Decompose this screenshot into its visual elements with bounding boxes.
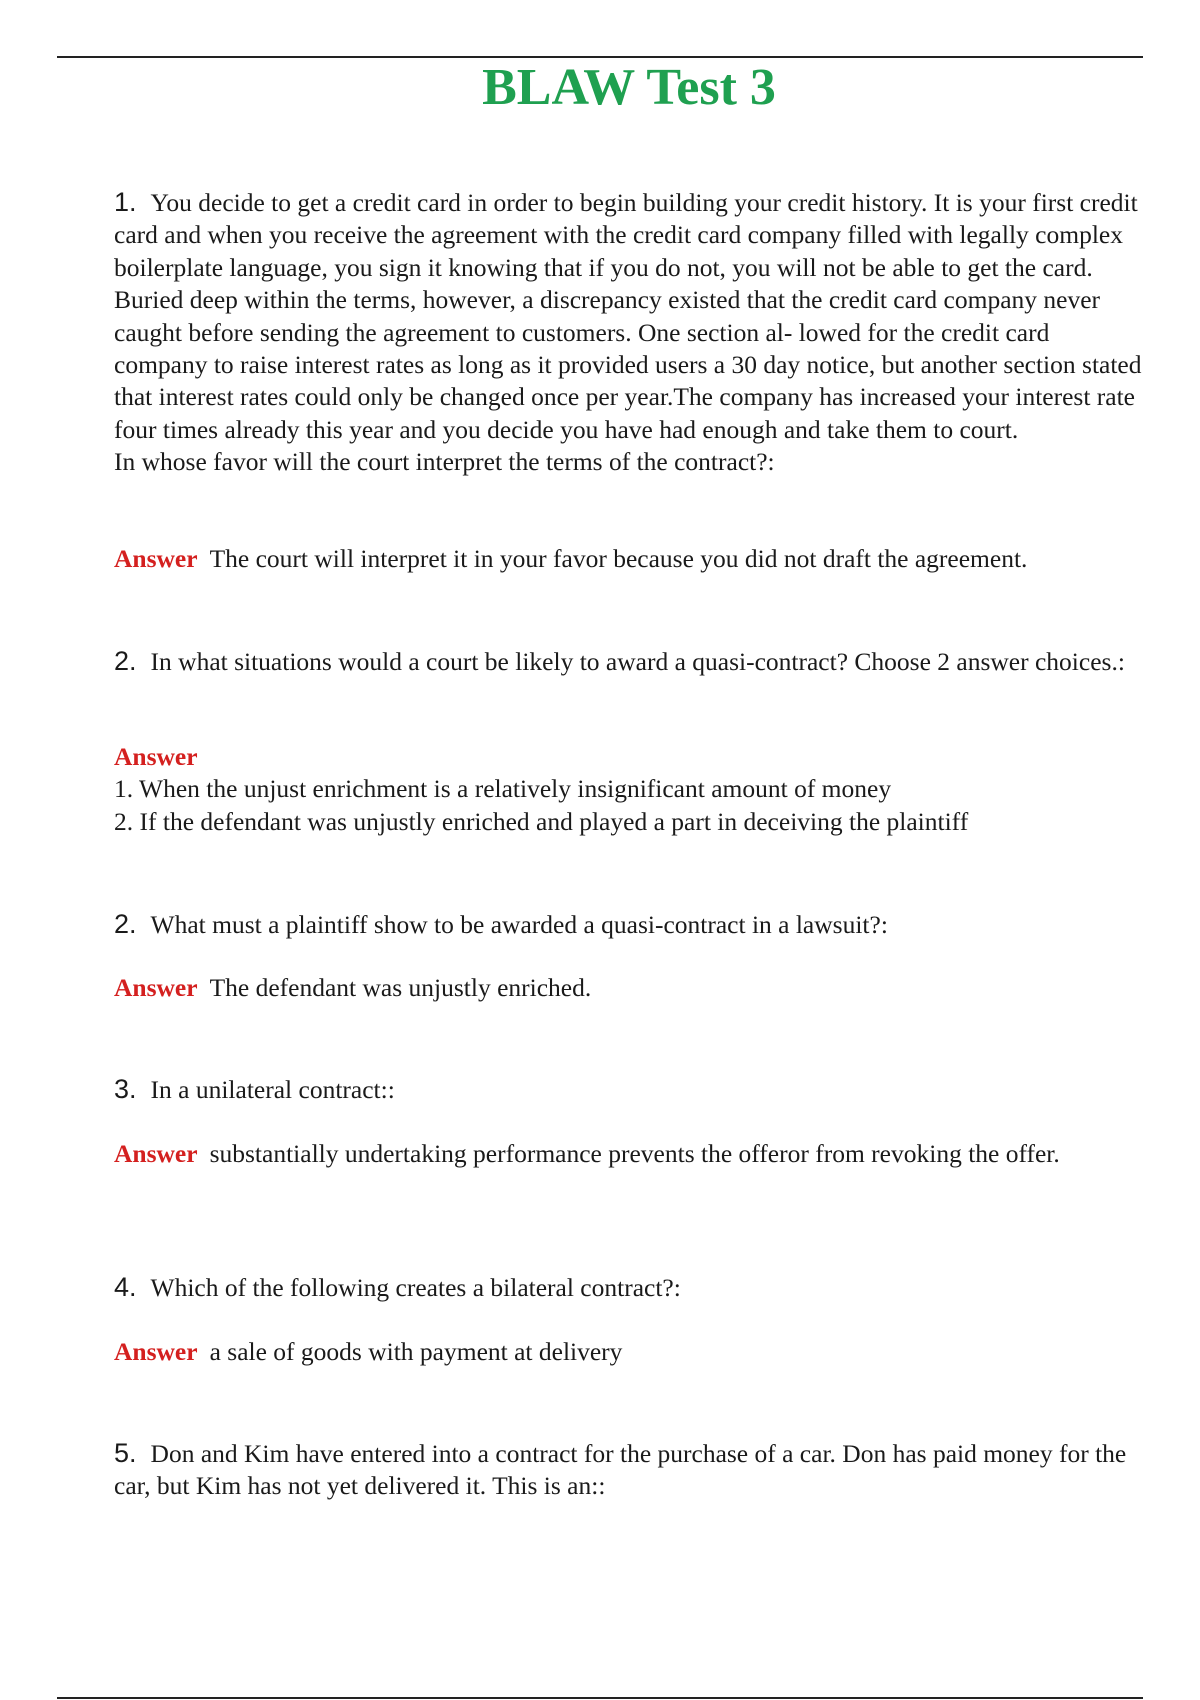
question-number: 1. <box>114 187 137 217</box>
question-4 <box>114 1073 1144 1106</box>
answer-text: substantially undertaking performance prevents the offeror from revoking the offer. <box>209 1139 1060 1168</box>
question-text: In a unilateral contract:: <box>150 1075 395 1104</box>
answer-list <box>114 773 1144 838</box>
answer-label: Answer <box>114 544 198 573</box>
answer-5 <box>114 1336 1144 1368</box>
list-item: 1. When the unjust enrichment is a relatively insignificant amount of money <box>114 774 892 804</box>
answer-text: a sale of goods with payment at delivery <box>209 1337 623 1366</box>
answer-4 <box>114 1138 1144 1170</box>
question-number: 3. <box>114 1074 137 1104</box>
question-text: You decide to get a credit card in order to begin building your credit history. It is your first credit card and when you receive the agreement with the credit card company filled with legally complex boilerplate language, you sign it knowing that if you do not, you will not be able to get the card. Buried deep within the terms, however, a discrepancy existed that the credit card company never caught before sending the agreement to customers. One section al- lowed for the credit card company to raise interest rates as long as it provided users a 30 day notice, but another section stated that interest rates could only be changed once per year.The company has increased your interest rate four times already this year and you decide you have had enough and take them to court. <box>114 188 1142 444</box>
question-number: 5. <box>114 1438 137 1468</box>
answer-text: The court will interpret it in your favor because you did not draft the agreement. <box>209 544 1028 573</box>
bottom-rule <box>57 1697 1143 1699</box>
question-text: Don and Kim have entered into a contract for the purchase of a car. Don has paid money for the car, but Kim has not yet delivered it. This is an:: <box>114 1439 1127 1501</box>
answer-3 <box>114 972 1144 1004</box>
question-text: What must a plaintiff show to be awarded a quasi-contract in a lawsuit?: <box>150 910 888 939</box>
question-2 <box>114 645 1144 678</box>
question-number: 4. <box>114 1272 137 1302</box>
answer-label: Answer <box>114 973 198 1002</box>
answer-label: Answer <box>114 1139 198 1168</box>
question-3 <box>114 908 1144 941</box>
question-number: 2. <box>114 909 137 939</box>
question-number: 2. <box>114 646 137 676</box>
question-5 <box>114 1271 1144 1304</box>
question-text: In what situations would a court be likely to award a quasi-contract? Choose 2 answer choices.: <box>150 647 1125 676</box>
question-prompt: In whose favor will the court interpret the terms of the contract?: <box>114 447 775 477</box>
question-1 <box>114 186 1144 479</box>
answer-2 <box>114 741 1144 838</box>
answer-1 <box>114 543 1144 575</box>
answer-text: The defendant was unjustly enriched. <box>209 973 592 1002</box>
question-6 <box>114 1437 1144 1503</box>
answer-label: Answer <box>114 742 198 771</box>
answer-label: Answer <box>114 1337 198 1366</box>
page-title: BLAW Test 3 <box>482 59 776 116</box>
list-item: 2. If the defendant was unjustly enriched and played a part in deceiving the plaintiff <box>114 806 969 836</box>
question-text: Which of the following creates a bilateral contract?: <box>150 1273 681 1302</box>
